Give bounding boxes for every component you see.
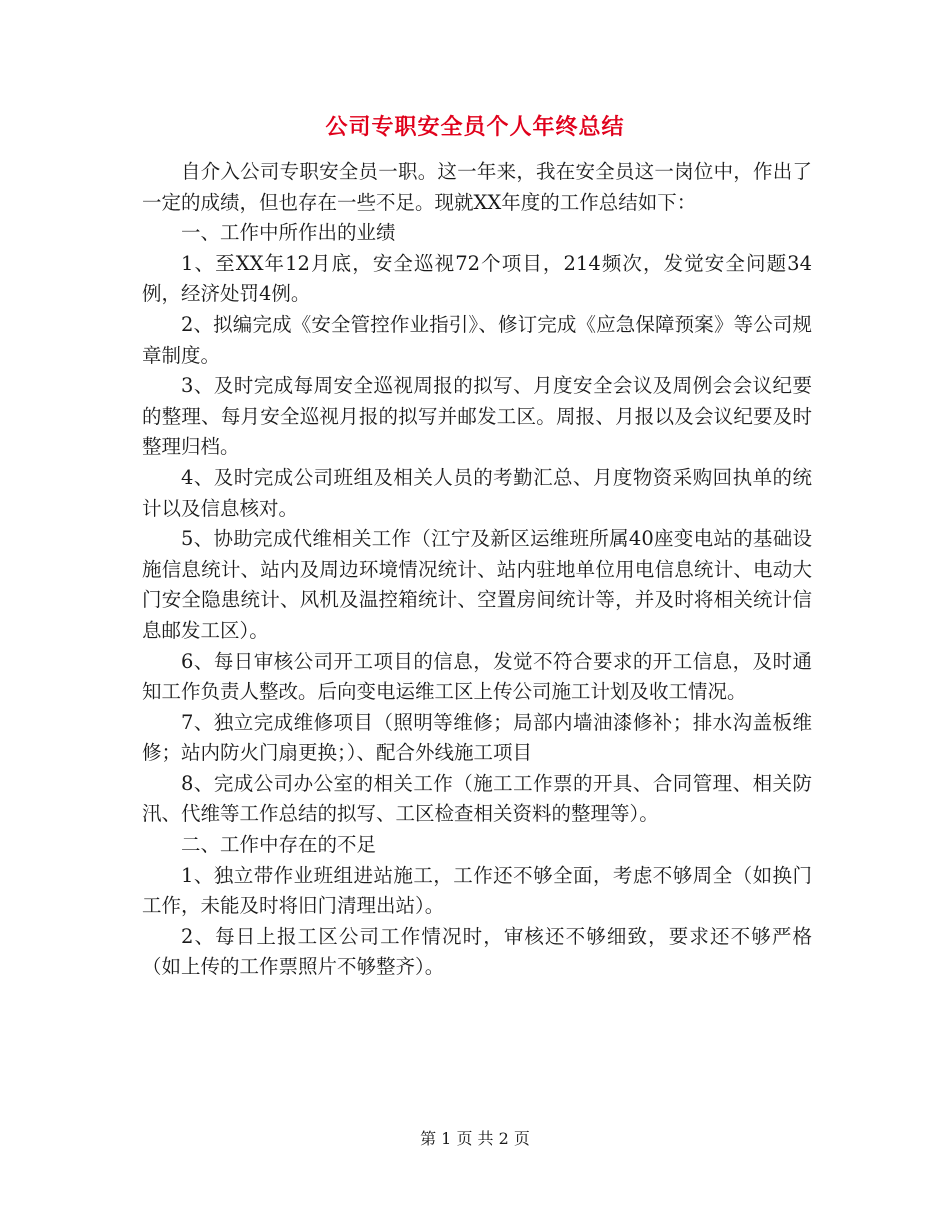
section-heading-achievements: 一、工作中所作出的业绩 — [181, 221, 396, 245]
document-body — [142, 157, 812, 983]
paragraph-item-4: 4、及时完成公司班组及相关人员的考勤汇总、月度物资采购回执单的统计以及信息核对。 — [142, 465, 812, 520]
document-title: 公司专职安全员个人年终总结 — [325, 114, 625, 140]
paragraph-item-6: 6、每日审核公司开工项目的信息，发觉不符合要求的开工信息，及时通知工作负责人整改。后向变电运维工区上传公司施工计划及收工情况。 — [142, 649, 812, 704]
paragraph-item-5: 5、协助完成代维相关工作（江宁及新区运维班所属40座变电站的基础设施信息统计、站内及周边环境情况统计、站内驻地单位用电信息统计、电动大门安全隐患统计、风机及温控箱统计、空置房间统计等，并及时将相关统计信息邮发工区）。 — [142, 527, 812, 642]
paragraph-item-3: 3、及时完成每周安全巡视周报的拟写、月度安全会议及周例会会议纪要的整理、每月安全巡视月报的拟写并邮发工区。周报、月报以及会议纪要及时整理归档。 — [142, 374, 812, 459]
page-number-footer: 第 1 页 共 2 页 — [420, 1129, 530, 1148]
paragraph-item-8: 8、完成公司办公室的相关工作（施工工作票的开具、合同管理、相关防汛、代维等工作总结的拟写、工区检查相关资料的整理等）。 — [142, 771, 812, 826]
paragraph-item-2: 2、拟编完成《安全管控作业指引》、修订完成《应急保障预案》等公司规章制度。 — [142, 312, 812, 367]
paragraph-shortcoming-2: 2、每日上报工区公司工作情况时，审核还不够细致，要求还不够严格（如上传的工作票照片不够整齐）。 — [142, 924, 812, 979]
paragraph-item-7: 7、独立完成维修项目（照明等维修；局部内墙油漆修补；排水沟盖板维修；站内防火门扇更换；）、配合外线施工项目 — [142, 710, 812, 765]
paragraph-item-1: 1、至XX年12月底，安全巡视72个项目，214频次，发觉安全问题34例，经济处罚4例。 — [142, 251, 812, 306]
section-heading-shortcomings: 二、工作中存在的不足 — [181, 833, 377, 857]
paragraph-intro: 自介入公司专职安全员一职。这一年来，我在安全员这一岗位中，作出了一定的成绩，但也存在一些不足。现就XX年度的工作总结如下： — [142, 160, 812, 214]
paragraph-shortcoming-1: 1、独立带作业班组进站施工，工作还不够全面，考虑不够周全（如换门工作，未能及时将旧门清理出站）。 — [142, 863, 812, 918]
